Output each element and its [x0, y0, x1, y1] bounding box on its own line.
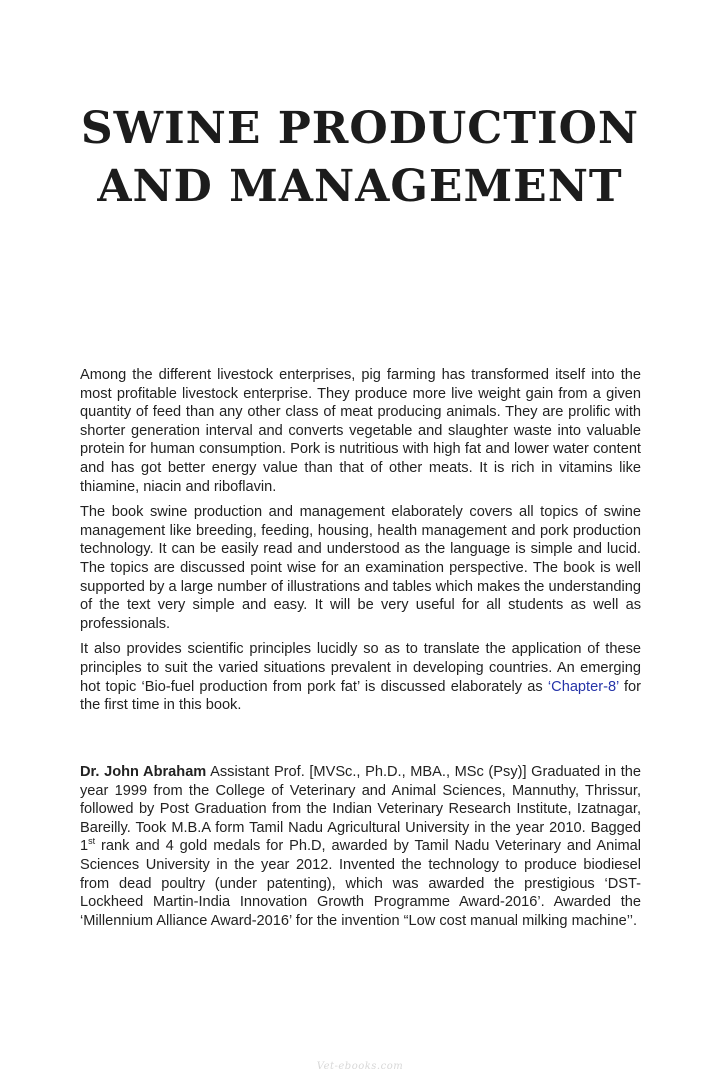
paragraph-3-text-end: for the first time in this book.: [80, 678, 641, 714]
book-title: [0, 100, 720, 216]
description-paragraph-3: [80, 640, 641, 714]
book-title-line-2: AND MANAGEMENT: [97, 161, 623, 212]
author-bio-paragraph: [80, 763, 641, 930]
author-name: Dr. John Abraham: [80, 764, 207, 780]
description-paragraph-2: The book swine production and management elaborately covers all topics of swine management like breeding, feeding, housing, health management and pork production technology. It can be easily read and understood as the language is simple and lucid. The topics are discussed point wise for an examination perspective. The book is well supported by a large number of illustrations and tables which makes the understanding of the text very simple and easy. It will be very useful for all students as well as professionals.: [80, 504, 641, 632]
paragraph-3-text-start: It also provides scientific principles lucidly so as to translate the application of these principles to suit the varied situations prevalent in developing countries. An emerging hot topic ‘Bio-fuel production from pork fat’ is discussed elaborately as: [80, 641, 641, 695]
chapter-8-link[interactable]: ‘Chapter-8’: [547, 678, 619, 695]
book-description: [80, 366, 641, 722]
description-paragraph-1: Among the different livestock enterprises, pig farming has transformed itself into the most profitable livestock enterprise. They produce more live weight gain from a given quantity of feed than any other class of meat producing animals. They are prolific with shorter generation interval and converts vegetable and slaughter waste into valuable protein for human consumption. Pork is nutritious with high fat and lower water content and has got better energy value than that of other meats. It is rich in vitamins like thiamine, niacin and riboflavin.: [80, 367, 641, 495]
watermark-logo: Vet-ebooks.com: [316, 1061, 404, 1072]
ordinal-superscript: st: [88, 836, 96, 847]
author-bio-text-1: Assistant Prof. [MVSc., Ph.D., MBA., MSc (Psy)] Graduated in the year 1999 from the College of Veterinary and Animal Sciences, Mannuthy, Thrissur, followed by Post Graduation from the Indian Veterinary Research Institute, Izatnagar, Bareilly. Took M.B.A form Tamil Nadu Agricultural University in the year 2010. Bagged 1: [80, 764, 642, 855]
author-bio-text-2: rank and 4 gold medals for Ph.D, awarded by Tamil Nadu Veterinary and Animal Sciences University in the year 2012. Invented the technology to produce biodiesel from dead poultry (under patenting), which was awarded the prestigious ‘DST-Lockheed Martin-India Innovation Growth Programme Award-2016’. Awarded the ‘Millennium Alliance Award-2016’ for the invention “Low cost manual milking machine’’.: [80, 838, 641, 929]
author-bio: [80, 763, 641, 937]
book-title-line-1: SWINE PRODUCTION: [80, 103, 640, 154]
